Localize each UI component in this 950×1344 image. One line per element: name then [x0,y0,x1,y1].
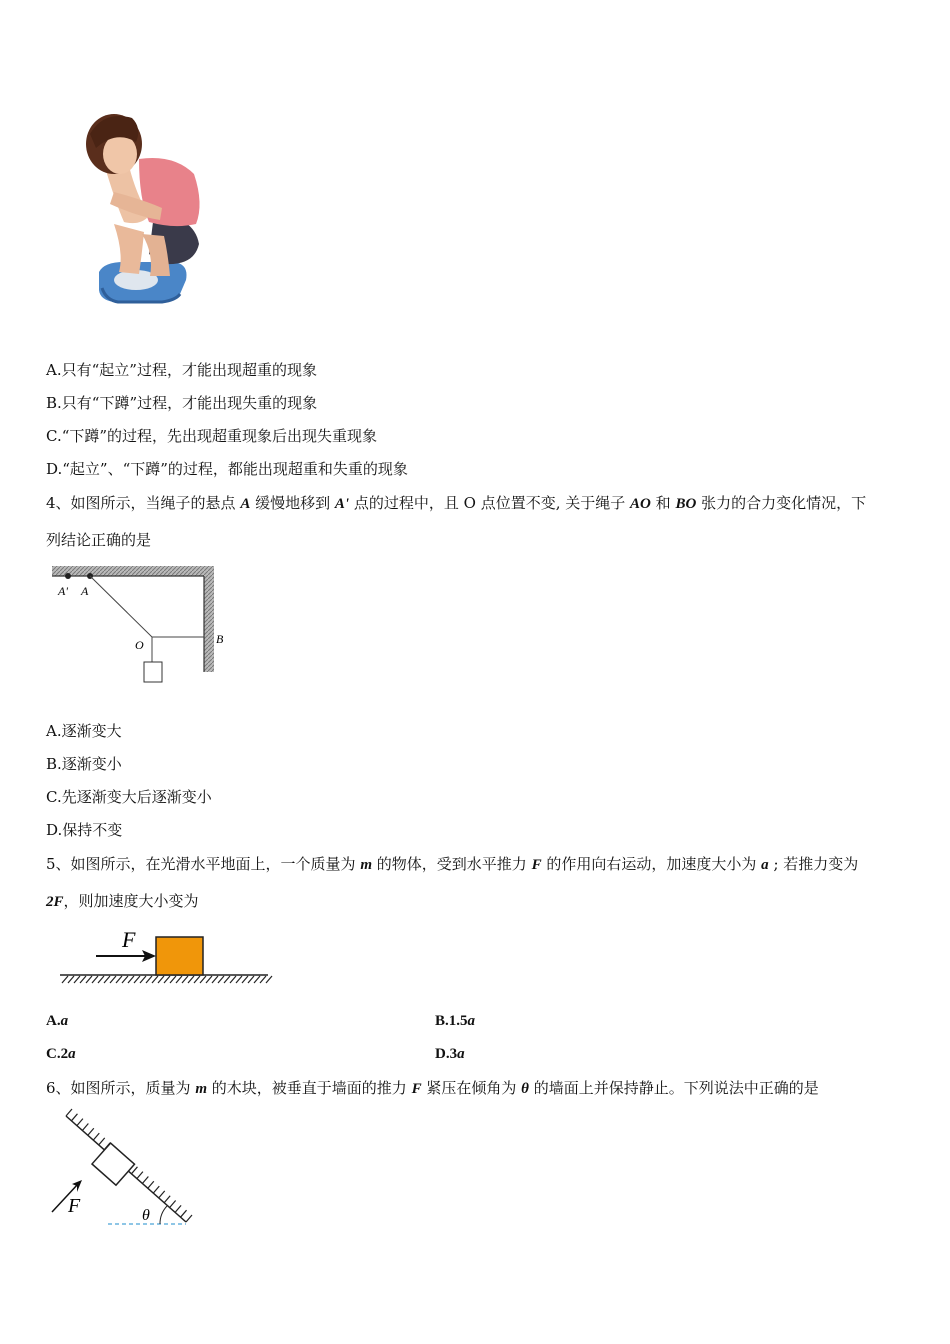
q5-stem-line1: 5、如图所示，在光滑水平地面上，一个质量为 m 的物体，受到水平推力 F 的作用向右运动，加速度大小为 a ; 若推力变为 [46,855,859,873]
q6-incline-diagram [46,1108,196,1233]
q5-option-d: D.3a [435,1046,465,1062]
q4-stem-line1: 4、如图所示，当绳子的悬点 A 缓慢地移到 A' 点的过程中，且 O 点位置不变, 关于绳子 AO 和 BO 张力的合力变化情况，下 [46,494,867,512]
q4-rope-diagram [48,563,228,688]
q5-option-a: A.a [46,1013,69,1029]
q5-stem-line2: 2F，则加速度大小变为 [46,892,199,910]
q5-option-c: C.2a [46,1046,76,1062]
q5-option-b: B.1.5a [435,1013,476,1029]
q3-option-c: C.“下蹲”的过程，先出现超重现象后出现失重现象 [46,427,378,445]
q3-option-b: B.只有“下蹲”过程，才能出现失重的现象 [46,394,318,412]
q6-label-f: F [68,1195,81,1217]
q4-option-a: A.逐渐变大 [46,722,122,740]
q6-block [92,1143,135,1185]
q4-label-a-prime: A' [58,584,68,598]
q4-label-b: B [216,632,224,646]
q5-block [156,937,203,975]
q5-label-f: F [122,927,136,952]
q6-stem: 6、如图所示，质量为 m 的木块，被垂直于墙面的推力 F 紧压在倾角为 θ 的墙面上并保持静止。下列说法中正确的是 [46,1079,819,1097]
squatting-woman-photo [44,104,234,314]
q4-stem-line2: 列结论正确的是 [46,531,152,549]
q6-label-theta: θ [142,1207,150,1224]
q5-block-diagram [58,925,273,990]
q4-option-c: C.先逐渐变大后逐渐变小 [46,788,212,806]
q4-option-d: D.保持不变 [46,821,123,839]
q3-option-a: A.只有“起立”过程，才能出现超重的现象 [46,361,317,379]
q4-label-a: A [81,584,89,598]
q3-option-d: D.“起立”、“下蹲”的过程，都能出现超重和失重的现象 [46,460,408,478]
q4-option-b: B.逐渐变小 [46,755,122,773]
q4-label-o: O [135,638,144,652]
